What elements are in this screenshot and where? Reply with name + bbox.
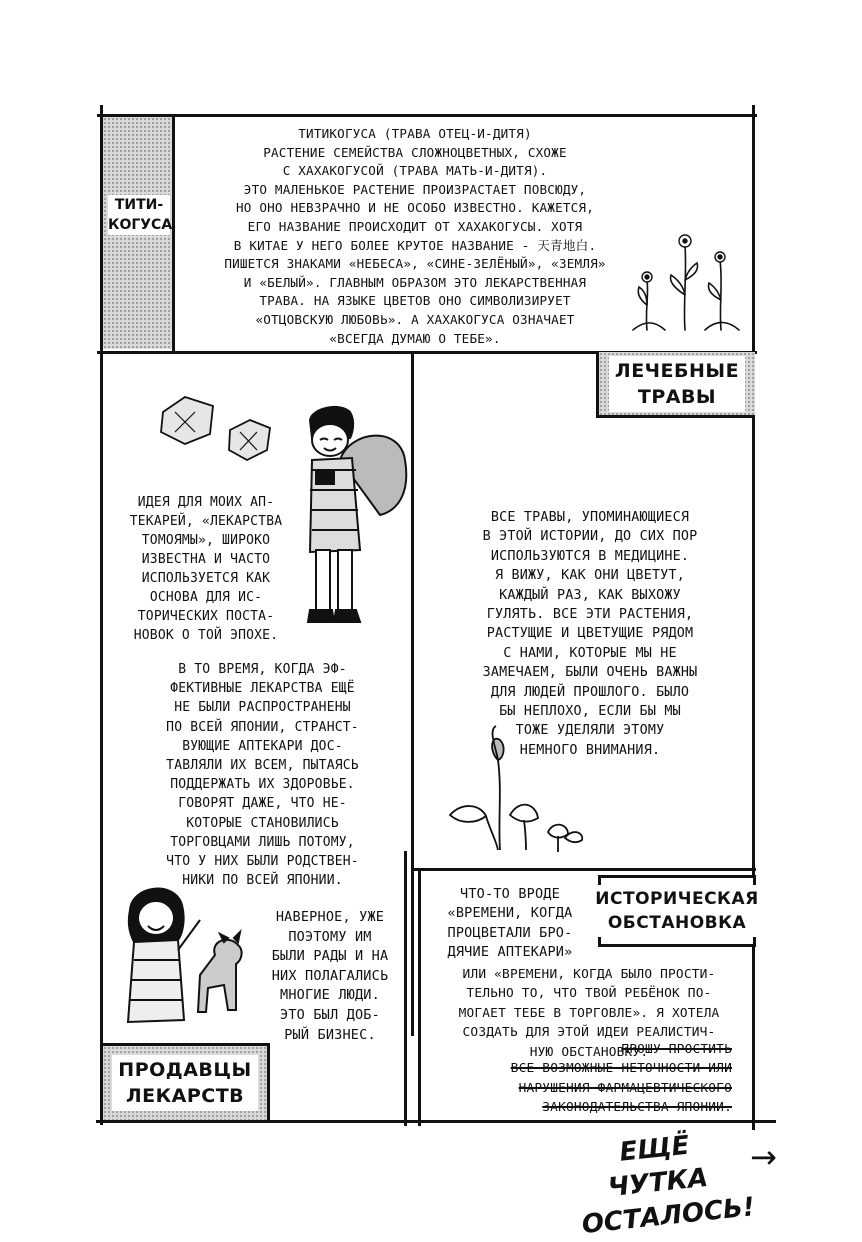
flower-illustration [625, 225, 745, 335]
top-caption-divider [172, 114, 175, 354]
herbs-caption [596, 352, 755, 418]
top-caption: ТИТИ- КОГУСА [108, 197, 173, 233]
peddlers-caption-label: ПРОДАВЦЫ ЛЕКАРСТВ [112, 1055, 257, 1111]
historical-caption-label: ИСТОРИЧЕСКАЯ ОБСТАНОВКА [589, 885, 764, 937]
herbs-caption-label: ЛЕЧЕБНЫЕ ТРАВЫ [609, 356, 745, 412]
historical-caption [595, 875, 759, 947]
medicine-packets-illustration [155, 392, 275, 467]
history-text: В ТО ВРЕМЯ, КОГДА ЭФ- ФЕКТИВНЫЕ ЛЕКАРСТВА ЕЩЁ НЕ БЫЛИ РАСПРОСТРАНЕНЫ ПО ВСЕЙ ЯПОНИИ, СТРАНСТ- ВУЮЩИЕ АПТЕКАРИ ДОС- ТАВЛЯЛИ ИХ ВСЕМ, ПЫТАЯСЬ ПОДДЕРЖАТЬ ИХ ЗДОРОВЬЕ. ГОВОРЯТ ДАЖЕ, ЧТО НЕ- КОТОРЫЕ СТАНОВИЛИСЬ ТОРГОВЦАМИ ЛИШЬ ПОТОМУ, ЧТО У НИХ БЫЛИ РОДСТВЕН- НИКИ ПО ВСЕЙ ЯПОНИИ. [166, 662, 359, 889]
herbs-text: ВСЕ ТРАВЫ, УПОМИНАЮЩИЕСЯ В ЭТОЙ ИСТОРИИ, ДО СИХ ПОР ИСПОЛЬЗУЮТСЯ В МЕДИЦИНЕ. Я ВИЖУ, КАК ОНИ ЦВЕТУТ, КАЖДЫЙ РАЗ, КАК ВЫХОЖУ ГУЛЯТЬ. ВСЕ ЭТИ РАСТЕНИЯ, РАСТУЩИЕ И ЦВЕТУЩИЕ РЯДОМ С НАМИ, КОТОРЫЕ МЫ НЕ ЗАМЕЧАЕМ, БЫЛИ ОЧЕНЬ ВАЖНЫ ДЛЯ ЛЮДЕЙ ПРОШЛОГО. БЫЛО БЫ НЕПЛОХО, ЕСЛИ БЫ МЫ ТОЖЕ УДЕЛЯЛИ ЭТОМУ НЕМНОГО ВНИМАНИЯ. [482, 510, 698, 758]
peddler-illustration [290, 400, 415, 645]
top-description-text: ТИТИКОГУСА (ТРАВА ОТЕЦ-И-ДИТЯ) РАСТЕНИЕ СЕМЕЙСТВА СЛОЖНОЦВЕТНЫХ, СХОЖЕ С ХАХАКОГУСОЙ (ТРАВА МАТЬ-И-ДИТЯ). ЭТО МАЛЕНЬКОЕ РАСТЕНИЕ ПРОИЗРАСТАЕТ ПОВСЮДУ, НО ОНО НЕВЗРАЧНО И НЕ ОСОБО ИЗВЕСТНО. КАЖЕТСЯ, ЕГО НАЗВАНИЕ ПРОИСХОДИТ ОТ ХАХАКОГУСЫ. ХОТЯ В КИТАЕ У НЕГО БОЛЕЕ КРУТОЕ НАЗВАНИЕ - 天青地白. ПИШЕТСЯ ЗНАКАМИ «НЕБЕСА», «СИНЕ-ЗЕЛЁНЫЙ», «ЗЕМЛЯ» И «БЕЛЫЙ». ГЛАВНЫМ ОБРАЗОМ ЭТО ЛЕКАРСТВЕННАЯ ТРАВА. НА ЯЗЫКЕ ЦВЕТОВ ОНО СИМВОЛИЗИРУЕТ «ОТЦОВСКУЮ ЛЮБОВЬ». А ХАХАКОГУСА ОЗНАЧАЕТ «ВСЕГДА ДУМАЮ О ТЕБЕ». [224, 126, 606, 346]
frame-top-line [97, 114, 757, 117]
sprouts-illustration [440, 720, 600, 860]
business-text: НАВЕРНОЕ, УЖЕ ПОЭТОМУ ИМ БЫЛИ РАДЫ И НА НИХ ПОЛАГАЛИСЬ МНОГИЕ ЛЮДИ. ЭТО БЫЛ ДОБ- РЫЙ БИЗНЕС. [271, 909, 389, 1043]
almost-done-text: ЕЩЁ ЧУТКА ОСТАЛОСЬ! [580, 1130, 757, 1241]
idea-text: ИДЕЯ ДЛЯ МОИХ АП- ТЕКАРЕЙ, «ЛЕКАРСТВА ТОМОЯМЫ», ШИРОКО ИЗВЕСТНА И ЧАСТО ИСПОЛЬЗУЕТСЯ КАК ОСНОВА ДЛЯ ИС- ТОРИЧЕСКИХ ПОСТА- НОВОК О ТОЙ ЭПОХЕ. [129, 495, 283, 643]
apology-struck-text: ПРОШУ ПРОСТИТЬ ВСЕ ВОЗМОЖНЫЕ НЕТОЧНОСТИ ИЛИ НАРУШЕНИЯ ФАРМАЦЕВТИЧЕСКОГО ЗАКОНОДАТЕЛЬСТВА ЯПОНИИ. [510, 1042, 732, 1116]
right-lower-divider-left [418, 868, 421, 1126]
right-lower-divider-top [411, 868, 756, 871]
setting-text: ИЛИ «ВРЕМЕНИ, КОГДА БЫЛО ПРОСТИ- ТЕЛЬНО ТО, ЧТО ТВОЙ РЕБЁНОК ПО- МОГАЕТ ТЕБЕ В ТОРГОВЛЕ». Я ХОТЕЛА СОЗДАТЬ ДЛЯ ЭТОЙ ИДЕИ РЕАЛИСТИЧ- НУЮ ОБСТАНОВКУ. [458, 967, 720, 1060]
wandering-text: ЧТО-ТО ВРОДЕ «ВРЕМЕНИ, КОГДА ПРОЦВЕТАЛИ БРО- ДЯЧИЕ АПТЕКАРИ» [447, 886, 573, 961]
girl-and-dog-illustration [120, 880, 260, 1030]
next-arrow-icon[interactable]: → [750, 1138, 777, 1176]
peddlers-caption [100, 1043, 270, 1123]
